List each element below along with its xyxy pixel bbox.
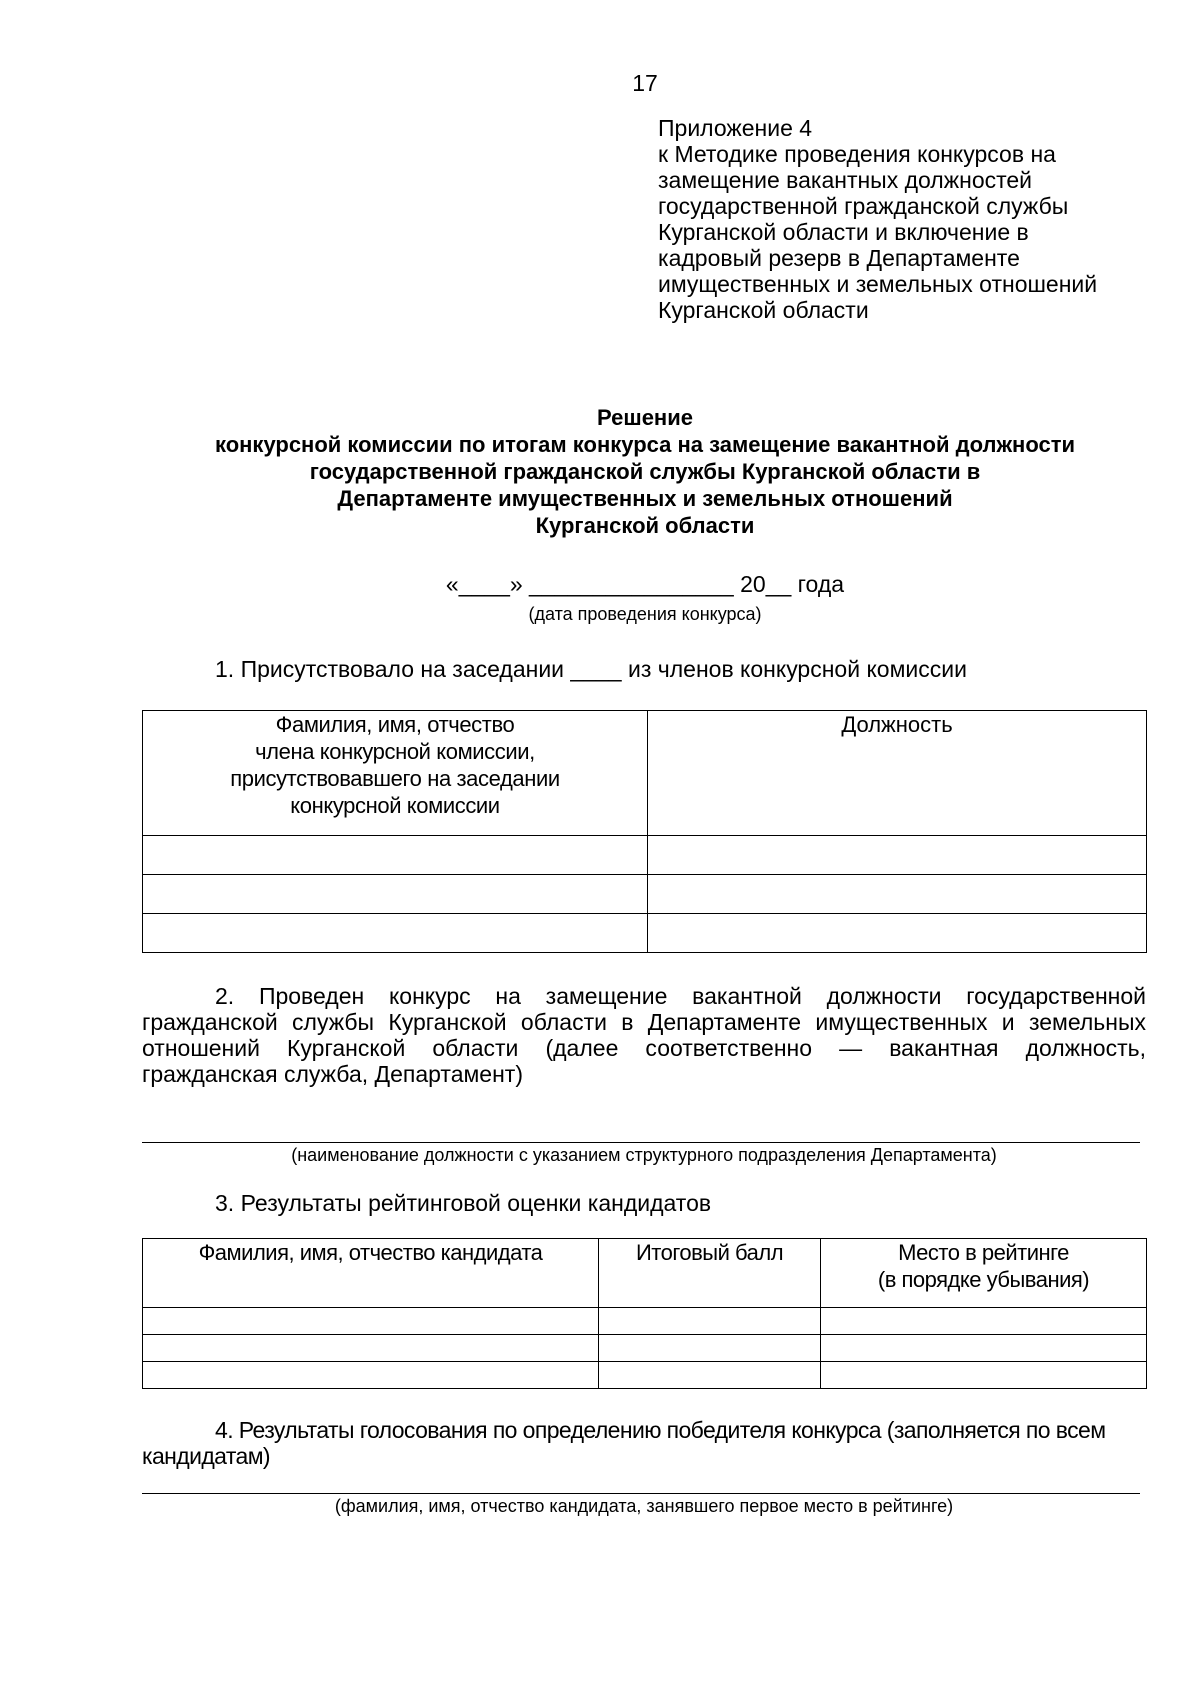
table-row (143, 1308, 1147, 1335)
header-position: Должность (648, 711, 1147, 836)
table-cell[interactable] (821, 1335, 1147, 1362)
section-4-line: кандидатам) (142, 1443, 270, 1469)
rating-table (142, 1238, 1147, 1389)
fill-line-winner[interactable] (142, 1493, 1140, 1494)
table-cell[interactable] (648, 836, 1147, 875)
title-line: государственной гражданской службы Курганской области в (309, 459, 981, 484)
header-candidate-name: Фамилия, имя, отчество кандидата (143, 1239, 599, 1308)
document-title (130, 404, 1160, 539)
section-2-text (142, 983, 1146, 1087)
header-member-name: Фамилия, имя, отчество члена конкурсной комиссии, присутствовавшего на заседании конкурсной комиссии (143, 711, 648, 836)
table-cell[interactable] (143, 1335, 599, 1362)
table-cell[interactable] (143, 914, 648, 953)
section-2-line: отношений Курганской области (далее соответственно — вакантная должность, (142, 1035, 1146, 1061)
appendix-line: Курганской области (658, 297, 869, 323)
table-header-row (143, 711, 1147, 836)
title-line: Курганской области (535, 513, 755, 538)
appendix-line: имущественных и земельных отношений (658, 271, 1098, 297)
title-line: Департаменте имущественных и земельных отношений (337, 486, 953, 511)
section-4-line: 4. Результаты голосования по определению победителя конкурса (заполняется по всем (215, 1417, 1106, 1443)
page-number: 17 (632, 70, 658, 96)
table-cell[interactable] (648, 914, 1147, 953)
table-row (143, 914, 1147, 953)
table-row (143, 836, 1147, 875)
appendix-line: замещение вакантных должностей (658, 167, 1033, 193)
appendix-line: Приложение 4 (658, 115, 813, 141)
fill-line-position[interactable] (142, 1142, 1140, 1143)
section-4-text (142, 1417, 1146, 1469)
appendix-line: кадровый резерв в Департаменте (658, 245, 1020, 271)
table-cell[interactable] (143, 1308, 599, 1335)
section-2-line: гражданской службы Курганской области в Департаменте имущественных и земельных (142, 1009, 1146, 1035)
table-cell[interactable] (143, 875, 648, 914)
date-note: (дата проведения конкурса) (528, 604, 762, 624)
table-cell[interactable] (143, 836, 648, 875)
title-line: конкурсной комиссии по итогам конкурса на замещение вакантной должности (214, 432, 1076, 457)
position-note: (наименование должности с указанием структурного подразделения Департамента) (291, 1145, 997, 1165)
section-2-line: 2. Проведен конкурс на замещение вакантной должности государственной (215, 983, 1146, 1009)
table-cell[interactable] (599, 1308, 821, 1335)
header-total-score: Итоговый балл (599, 1239, 821, 1308)
table-row (143, 875, 1147, 914)
section-2-line: гражданская служба, Департамент) (142, 1061, 523, 1087)
table-cell[interactable] (648, 875, 1147, 914)
table-cell[interactable] (599, 1335, 821, 1362)
section-3-text: 3. Результаты рейтинговой оценки кандидатов (215, 1190, 712, 1216)
table-cell[interactable] (821, 1308, 1147, 1335)
table-row (143, 1362, 1147, 1389)
winner-note: (фамилия, имя, отчество кандидата, занявшего первое место в рейтинге) (334, 1496, 954, 1516)
table-cell[interactable] (599, 1362, 821, 1389)
appendix-line: государственной гражданской службы (658, 193, 1069, 219)
appendix-line: к Методике проведения конкурсов на (658, 141, 1056, 167)
table-cell[interactable] (821, 1362, 1147, 1389)
table-header-row (143, 1239, 1147, 1308)
appendix-line: Курганской области и включение в (658, 219, 1029, 245)
table-row (143, 1335, 1147, 1362)
appendix-block (658, 115, 1178, 323)
section-1-text: 1. Присутствовало на заседании ____ из членов конкурсной комиссии (215, 656, 967, 682)
date-line: «____» ________________ 20__ года (445, 571, 845, 597)
title-line: Решение (597, 405, 693, 430)
members-table (142, 710, 1147, 953)
header-rating-place: Место в рейтинге (в порядке убывания) (821, 1239, 1147, 1308)
table-cell[interactable] (143, 1362, 599, 1389)
